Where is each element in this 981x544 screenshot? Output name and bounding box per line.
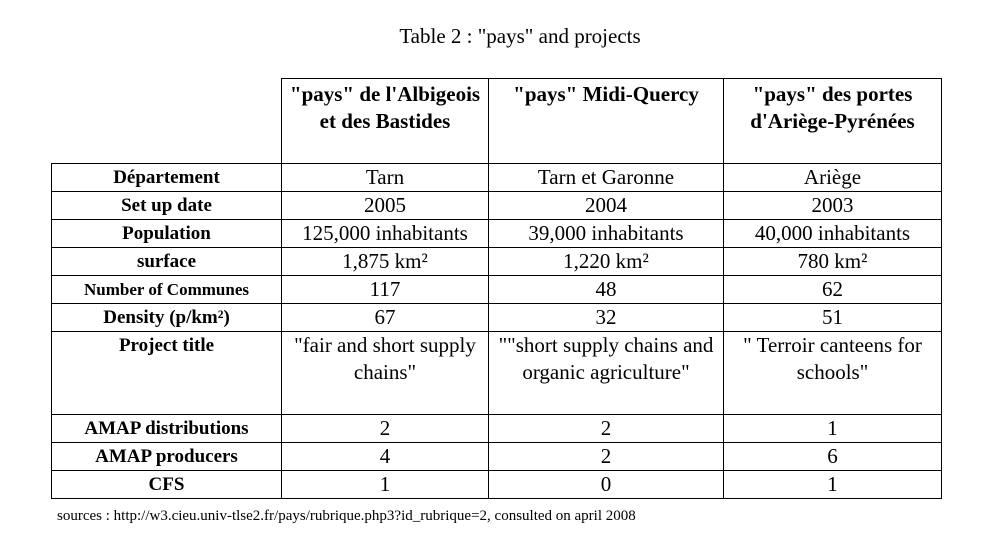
row-label-density: Density (p/km²)	[52, 304, 282, 332]
table-row	[52, 220, 942, 248]
table-row	[52, 248, 942, 276]
row-label-number-of-communes: Number of Communes	[52, 276, 282, 304]
table-cell: Tarn	[282, 164, 489, 192]
table-cell: 2005	[282, 192, 489, 220]
table-cell: Tarn et Garonne	[489, 164, 724, 192]
table-row	[52, 304, 942, 332]
row-label-population: Population	[52, 220, 282, 248]
table-cell: 6	[724, 443, 942, 471]
corner-cell	[52, 79, 282, 164]
table-row	[52, 332, 942, 415]
row-label-surface: surface	[52, 248, 282, 276]
table-cell: 2	[282, 415, 489, 443]
table-cell: 1,220 km²	[489, 248, 724, 276]
table-cell: 0	[489, 471, 724, 499]
table-cell: 125,000 inhabitants	[282, 220, 489, 248]
column-header-ariege-pyrenees: "pays" des portes d'Ariège-Pyrénées	[724, 79, 942, 164]
table-cell: 1	[724, 471, 942, 499]
table-cell: 2	[489, 415, 724, 443]
table-cell: 39,000 inhabitants	[489, 220, 724, 248]
row-label-cfs: CFS	[52, 471, 282, 499]
table-row	[52, 164, 942, 192]
table-cell: 780 km²	[724, 248, 942, 276]
pays-projects-table	[51, 78, 942, 499]
table-cell: 62	[724, 276, 942, 304]
table-row	[52, 415, 942, 443]
table-cell: 32	[489, 304, 724, 332]
table-cell: 67	[282, 304, 489, 332]
table-cell: 51	[724, 304, 942, 332]
table-cell: 2003	[724, 192, 942, 220]
row-label-set-up-date: Set up date	[52, 192, 282, 220]
table-cell: 2004	[489, 192, 724, 220]
table-cell: 1,875 km²	[282, 248, 489, 276]
header-row	[52, 79, 942, 164]
row-label-project-title: Project title	[52, 332, 282, 415]
table-cell: " Terroir canteens for schools"	[724, 332, 942, 415]
table-cell: 48	[489, 276, 724, 304]
table-cell: "fair and short supply chains"	[282, 332, 489, 415]
table-cell: Ariège	[724, 164, 942, 192]
table-row	[52, 192, 942, 220]
source-note: sources : http://w3.cieu.univ-tlse2.fr/pays/rubrique.php3?id_rubrique=2, consulted on april 2008	[57, 508, 636, 524]
table-cell: 1	[282, 471, 489, 499]
table-cell: 40,000 inhabitants	[724, 220, 942, 248]
table-caption: Table 2 : "pays" and projects	[399, 24, 641, 48]
table-cell: 1	[724, 415, 942, 443]
table-row	[52, 443, 942, 471]
table-cell: 2	[489, 443, 724, 471]
row-label-amap-distributions: AMAP distributions	[52, 415, 282, 443]
column-header-albigeois: "pays" de l'Albigeois et des Bastides	[282, 79, 489, 164]
column-header-midi-quercy: "pays" Midi-Quercy	[489, 79, 724, 164]
table-cell: 4	[282, 443, 489, 471]
table-cell: ""short supply chains and organic agriculture"	[489, 332, 724, 415]
row-label-amap-producers: AMAP producers	[52, 443, 282, 471]
table-row	[52, 471, 942, 499]
row-label-departement: Département	[52, 164, 282, 192]
table-cell: 117	[282, 276, 489, 304]
table-row	[52, 276, 942, 304]
